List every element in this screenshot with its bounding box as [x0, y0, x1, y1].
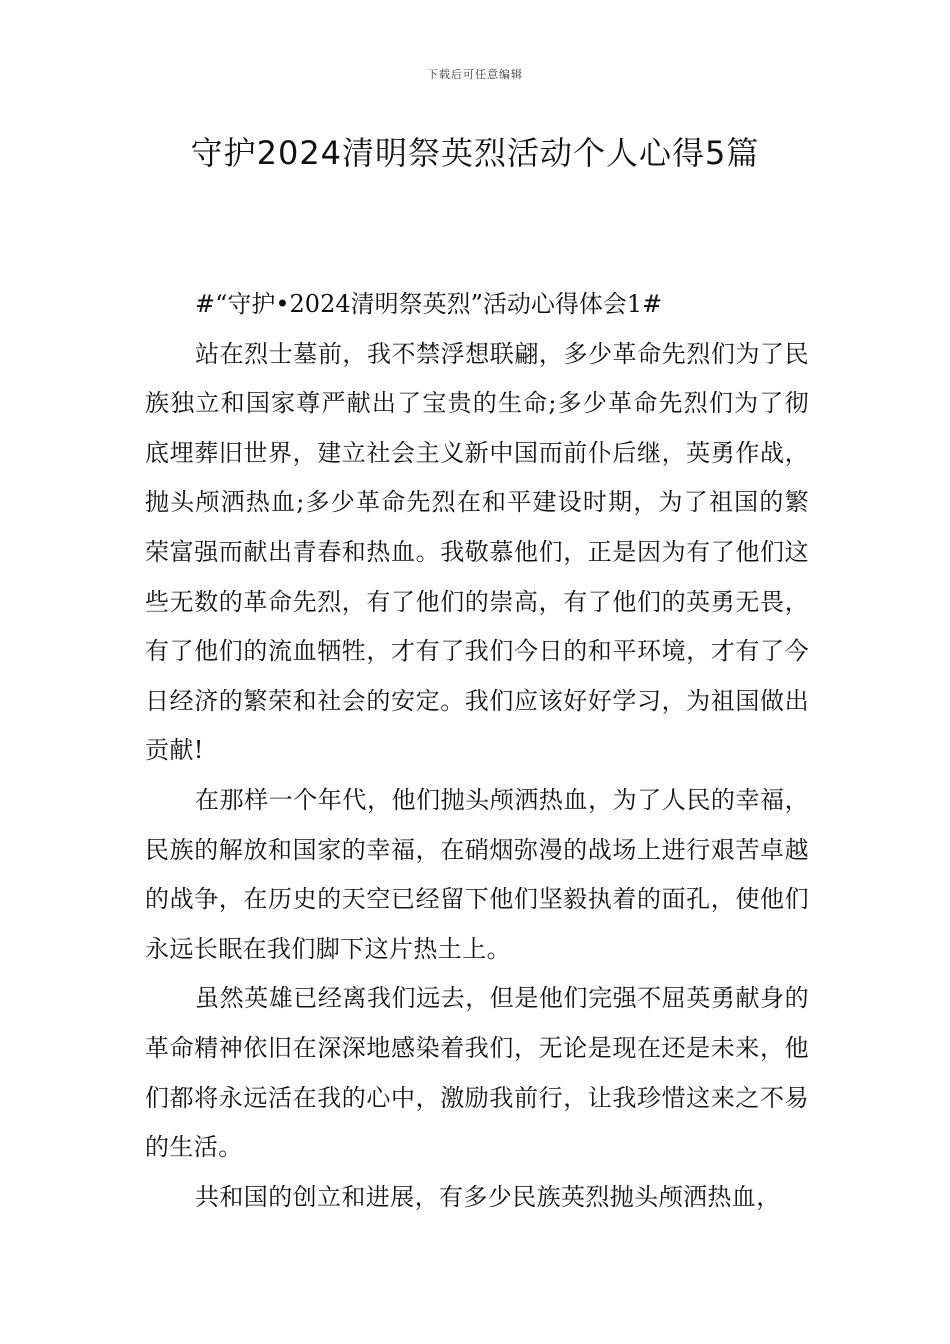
- paragraph-4: 共和国的创立和进展，有多少民族英烈抛头颅洒热血，: [195, 1182, 781, 1211]
- header-note: 下载后可任意编辑: [427, 68, 523, 81]
- paragraph-2: 在那样一个年代，他们抛头颅洒热血，为了人民的幸福，民族的解放和国家的幸福，在硝烟弥漫的战场上进行艰苦卓越的战争，在历史的天空已经留下他们坚毅执着的面孔，使他们永远长眠在我们脚下这片热土上。: [145, 785, 809, 963]
- section-heading: #“守护•2024清明祭英烈”活动心得体会1#: [195, 290, 663, 318]
- document-body: [145, 280, 809, 1222]
- paragraph-3: 虽然英雄已经离我们远去，但是他们完强不屈英勇献身的革命精神依旧在深深地感染着我们，无论是现在还是未来，他们都将永远活在我的心中，激励我前行，让我珍惜这来之不易的生活。: [145, 984, 809, 1162]
- paragraph-1: 站在烈士墓前，我不禁浮想联翩，多少革命先烈们为了民族独立和国家尊严献出了宝贵的生命;多少革命先烈们为了彻底埋葬旧世界，建立社会主义新中国而前仆后继，英勇作战，抛头颅洒热血;多少革命先烈在和平建设时期，为了祖国的繁荣富强而献出青春和热血。我敬慕他们，正是因为有了他们这些无数的革命先烈，有了他们的崇高，有了他们的英勇无畏，有了他们的流血牺牲，才有了我们今日的和平环境，才有了今日经济的繁荣和社会的安定。我们应该好好学习，为祖国做出贡献!: [145, 339, 809, 765]
- document-title: 守护2024清明祭英烈活动个人心得5篇: [190, 134, 760, 172]
